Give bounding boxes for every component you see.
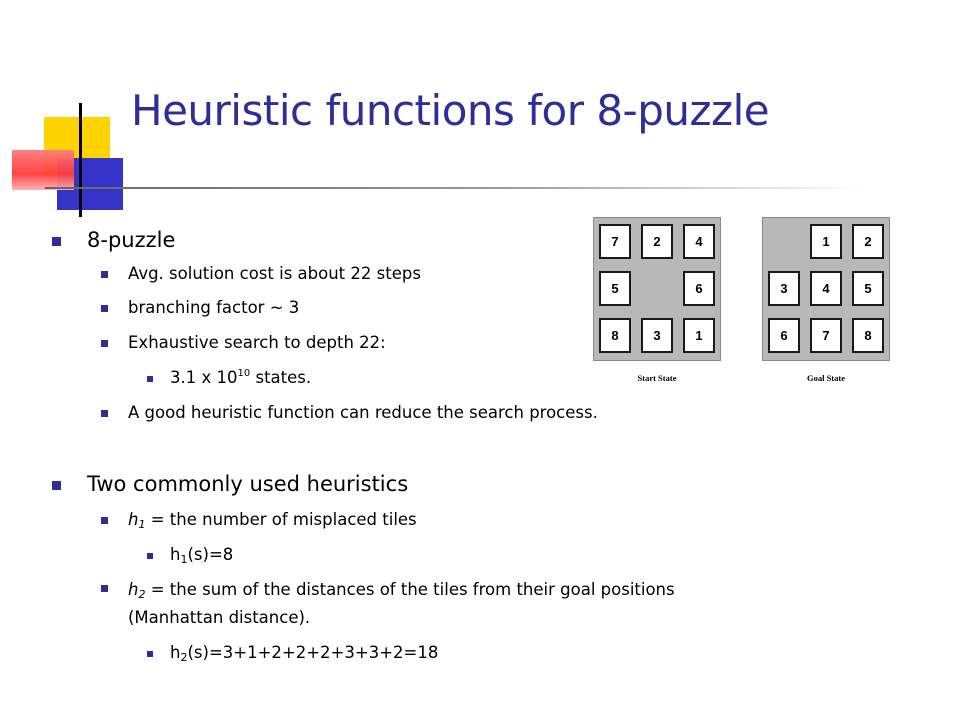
decor-vertical-line xyxy=(79,103,82,217)
bullet-marker xyxy=(52,237,61,246)
h1-subscript: 1 xyxy=(138,518,146,531)
bullet-marker xyxy=(101,271,108,278)
bullet-marker xyxy=(147,651,153,657)
start-cell xyxy=(678,218,720,265)
start-state-caption: Start State xyxy=(637,373,677,383)
states-base: 3.1 x 10 xyxy=(170,368,238,387)
start-tile: 6 xyxy=(683,271,715,306)
start-state-board xyxy=(593,217,721,361)
start-tile: 1 xyxy=(683,318,715,353)
h1s-value: (s)=8 xyxy=(187,545,234,564)
slide-title: Heuristic functions for 8-puzzle xyxy=(131,86,770,135)
h2s-value: (s)=3+1+2+2+2+3+3+2=18 xyxy=(187,643,439,662)
goal-tile: 4 xyxy=(810,271,842,306)
goal-blank-cell xyxy=(763,218,805,265)
bullet-exhaustive xyxy=(128,333,386,352)
h1-name: h xyxy=(128,510,139,529)
bullet-h1 xyxy=(128,510,417,531)
bullet-h2s xyxy=(170,643,438,664)
start-tile: 3 xyxy=(641,318,673,353)
bullet-text: Two commonly used heuristics xyxy=(87,472,409,496)
h2-name: h xyxy=(128,580,139,599)
h2-subscript: 2 xyxy=(138,588,146,601)
goal-cell xyxy=(847,265,889,312)
bullet-marker xyxy=(101,517,108,524)
goal-tile: 5 xyxy=(852,271,884,306)
bullet-h1s xyxy=(170,545,233,566)
bullet-branching xyxy=(128,298,299,317)
bullet-avg-cost xyxy=(128,264,421,283)
goal-tile: 1 xyxy=(810,224,842,259)
start-cell xyxy=(678,312,720,359)
start-cell xyxy=(594,218,636,265)
goal-tile: 6 xyxy=(768,318,800,353)
bullet-marker xyxy=(101,410,108,417)
bullet-two-heuristics xyxy=(87,472,408,496)
decor-red-square xyxy=(12,150,74,190)
bullet-marker xyxy=(147,376,153,382)
goal-cell xyxy=(763,312,805,359)
goal-cell xyxy=(847,312,889,359)
bullet-marker xyxy=(147,553,153,559)
goal-cell xyxy=(805,265,847,312)
start-cell xyxy=(594,312,636,359)
start-cell xyxy=(636,218,678,265)
bullet-marker xyxy=(101,585,108,592)
bullet-marker xyxy=(101,340,108,347)
h1s-subscript: 1 xyxy=(180,553,188,566)
start-blank-cell xyxy=(636,265,678,312)
bullet-text: 8-puzzle xyxy=(87,228,176,252)
h2s-prefix: h xyxy=(170,643,181,662)
h2-definition: = the sum of the distances of the tiles from their goal positions (Manhattan distance). xyxy=(128,580,675,627)
bullet-marker xyxy=(52,481,61,490)
goal-tile: 7 xyxy=(810,318,842,353)
bullet-states xyxy=(170,368,311,387)
start-cell xyxy=(594,265,636,312)
bullet-h2 xyxy=(128,578,748,629)
bullet-marker xyxy=(101,305,108,312)
start-cell xyxy=(678,265,720,312)
bullet-text: branching factor ~ 3 xyxy=(128,298,300,317)
goal-state-board xyxy=(762,217,890,361)
goal-cell xyxy=(847,218,889,265)
goal-cell xyxy=(805,218,847,265)
bullet-8-puzzle xyxy=(87,228,175,252)
goal-cell xyxy=(763,265,805,312)
bullet-text: Avg. solution cost is about 22 steps xyxy=(128,264,421,283)
goal-cell xyxy=(805,312,847,359)
h1-definition: = the number of misplaced tiles xyxy=(145,510,417,529)
h2s-subscript: 2 xyxy=(180,651,188,664)
states-tail: states. xyxy=(250,368,312,387)
goal-state-caption: Goal State xyxy=(806,373,845,383)
bullet-text: Exhaustive search to depth 22: xyxy=(128,333,386,352)
states-exponent: 10 xyxy=(237,368,251,379)
bullet-good-heuristic xyxy=(128,403,598,422)
h1s-prefix: h xyxy=(170,545,181,564)
goal-tile: 8 xyxy=(852,318,884,353)
goal-tile: 2 xyxy=(852,224,884,259)
start-tile: 7 xyxy=(599,224,631,259)
start-cell xyxy=(636,312,678,359)
start-tile: 8 xyxy=(599,318,631,353)
bullet-text: A good heuristic function can reduce the search process. xyxy=(128,403,598,422)
start-tile: 5 xyxy=(599,271,631,306)
start-tile: 2 xyxy=(641,224,673,259)
goal-tile: 3 xyxy=(768,271,800,306)
start-tile: 4 xyxy=(683,224,715,259)
title-underline xyxy=(45,187,865,189)
